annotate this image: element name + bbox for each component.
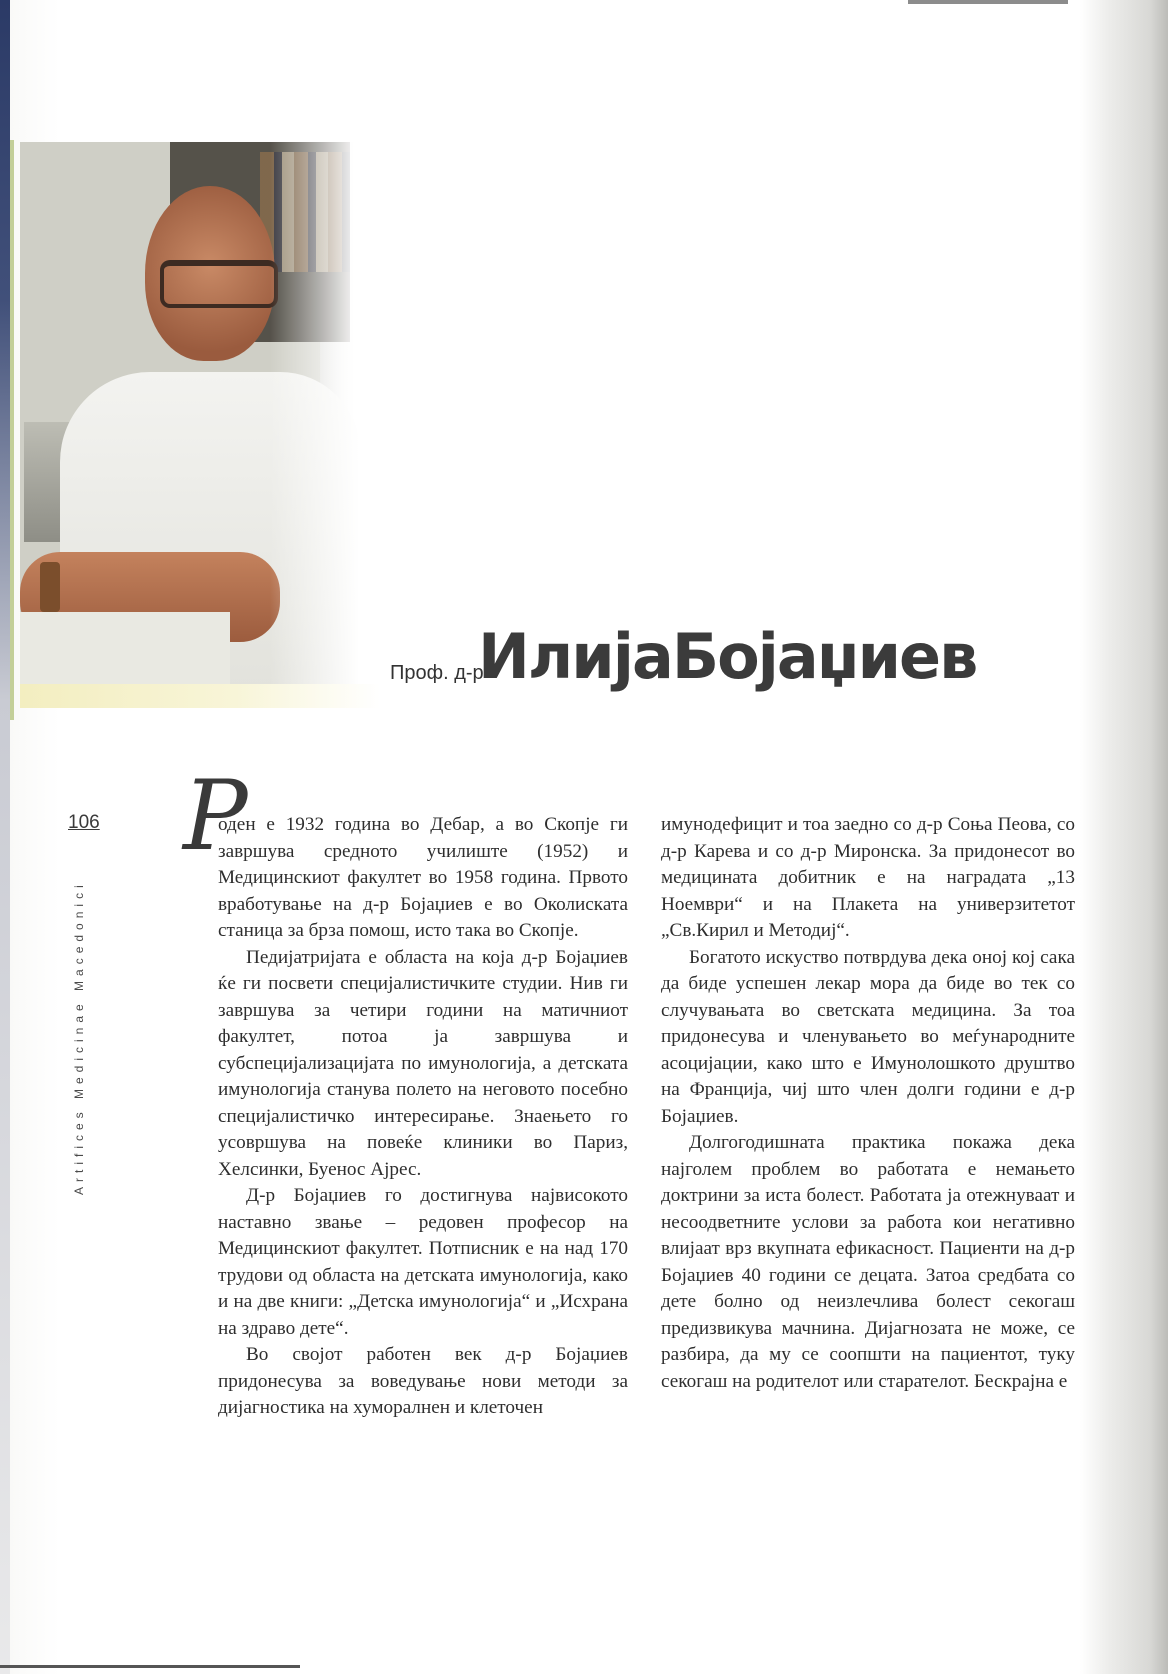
binding-accent <box>10 140 14 720</box>
paragraph: оден е 1932 година во Дебар, а во Скопје ги завршува средното училиште (1952) и Медицинскиот факултет во 1958 година. Првото вработување на д-р Бојаџиев е во Околиската станица за брза помош, исто така во Скопје. <box>218 814 628 941</box>
paragraph: Долгогодишната практика покажа дека најголем проблем во работата е немањето доктрини за иста болест. Работата ја отежнуваат и несоодветните услови за работа кои негативно влијаат врз вкупната ефикасност. Пациенти на д-р Бојаџиев 40 години се децата. Затоа средбата со дете болно од неизлечлива болест секогаш предизвикува мачнина. Дијагнозата не може, се разбира, да му се соопшти на пациентот, туку секогаш на родителот или старателот. Бескрајна е <box>661 1132 1075 1392</box>
drop-cap: Р <box>183 760 248 872</box>
paragraph: имунодефицит и тоа заедно со д-р Соња Пеова, со д-р Карева и со д-р Миронска. За придонесот во медицината добитник е на наградата „13 Ноември“ и на Плакета на универзитетот „Св.Кирил и Методиј“. <box>661 814 1075 941</box>
bottom-rule <box>0 1665 300 1668</box>
title-prefix: Проф. д-р <box>390 662 484 684</box>
paragraph: Богатото искуство потврдува дека оној кој сака да биде успешен лекар мора да биде во тек со случувањата во светската медицина. За тоа придонесува и членувањето во меѓународните асоцијации, како што е Имунолошкото друштво на Франција, чиј што член долги години е д-р Бојаџиев. <box>661 946 1075 1127</box>
photo-watch <box>40 562 60 612</box>
photo-fade <box>270 142 358 684</box>
decorative-band <box>20 684 380 708</box>
paragraph: Д-р Бојаџиев го достигнува највисокото наставно звање – редовен професор на Медицинскиот факултет. Потписник е на над 170 трудови од областа на детската имунологија, како и на две книги: „Детска имунологија“ и „Исхрана на здраво дете“. <box>218 1185 628 1339</box>
article-title <box>390 620 977 710</box>
text-column-left <box>218 812 628 1422</box>
paragraph: Во својот работен век д-р Бојаџиев придонесува за воведување нови методи за дијагностика на хуморалнен и клеточен <box>218 1344 628 1418</box>
binding-edge <box>0 0 10 1674</box>
title-name: ИлијаБојаџиев <box>478 620 977 693</box>
paragraph: Педијатријата е областа на која д-р Бојаџиев ќе ги посвети специјалистичките студии. Нив ги завршува за четири години на матичниот факултет, потоа ја завршува и субспецијализацијата по имунологија, а детската имунологија станува полето на неговото посебно специјалистичко интересирање. Знаењето го усовршува на повеќе клиники во Париз, Хелсинки, Буенос Ајрес. <box>218 946 628 1180</box>
photo-papers <box>20 612 230 684</box>
top-rule <box>908 0 1068 4</box>
running-title: Artifices Medicinae Macedonici <box>72 880 86 1195</box>
portrait-photo <box>20 142 358 684</box>
page-number: 106 <box>68 812 100 833</box>
photo-glasses <box>160 260 278 308</box>
text-column-right <box>661 812 1075 1395</box>
